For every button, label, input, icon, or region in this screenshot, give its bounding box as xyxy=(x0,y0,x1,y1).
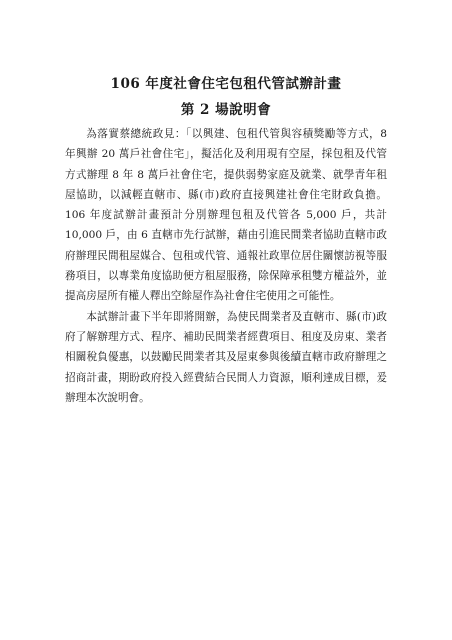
document-title: 106 年度社會住宅包租代管試辦計畫 xyxy=(110,76,342,92)
document-subtitle: 第 2 場說明會 xyxy=(180,102,272,118)
paragraph: 為落實蔡總統政見：「以興建、包租代管與容積獎勵等方式，8 年興辦 20 萬戶社會住宅」，擬活化及利用現有空屋，採包租及代管方式辦理 8 年 8 萬戶社會住宅，提供弱勢家庭及就業、就學青年租屋協助，以減輕直轄市、縣(市)政府直接興建社會住宅財政負擔。106 年度試辦計畫預計分別辦理包租及代管各 5,000 戶，共計 10,000 戶，由 6 直轄市先行試辦，藉由引進民間業者協助直轄市政府辦理民間租屋媒合、包租或代管、通報社政單位居住關懷訪視等服務項目，以專業角度協助便方租屋服務，除保障承租雙方權益外，並提高房屋所有權人釋出空餘屋作為社會住宅使用之可能性。 xyxy=(65,128,387,303)
paragraph: 本試辦計畫下半年即將開辦，為使民間業者及直轄市、縣(市)政府了解辦理方式、程序、補助民間業者經費項目、租度及房東、業者相關稅負優惠，以鼓勵民間業者其及屋東參與後續直轄市政府辦理之招商計畫，期盼政府投入經費結合民間人力資源，順利達成目標，爰辦理本次說明會。 xyxy=(65,310,387,404)
document-body xyxy=(65,124,387,408)
